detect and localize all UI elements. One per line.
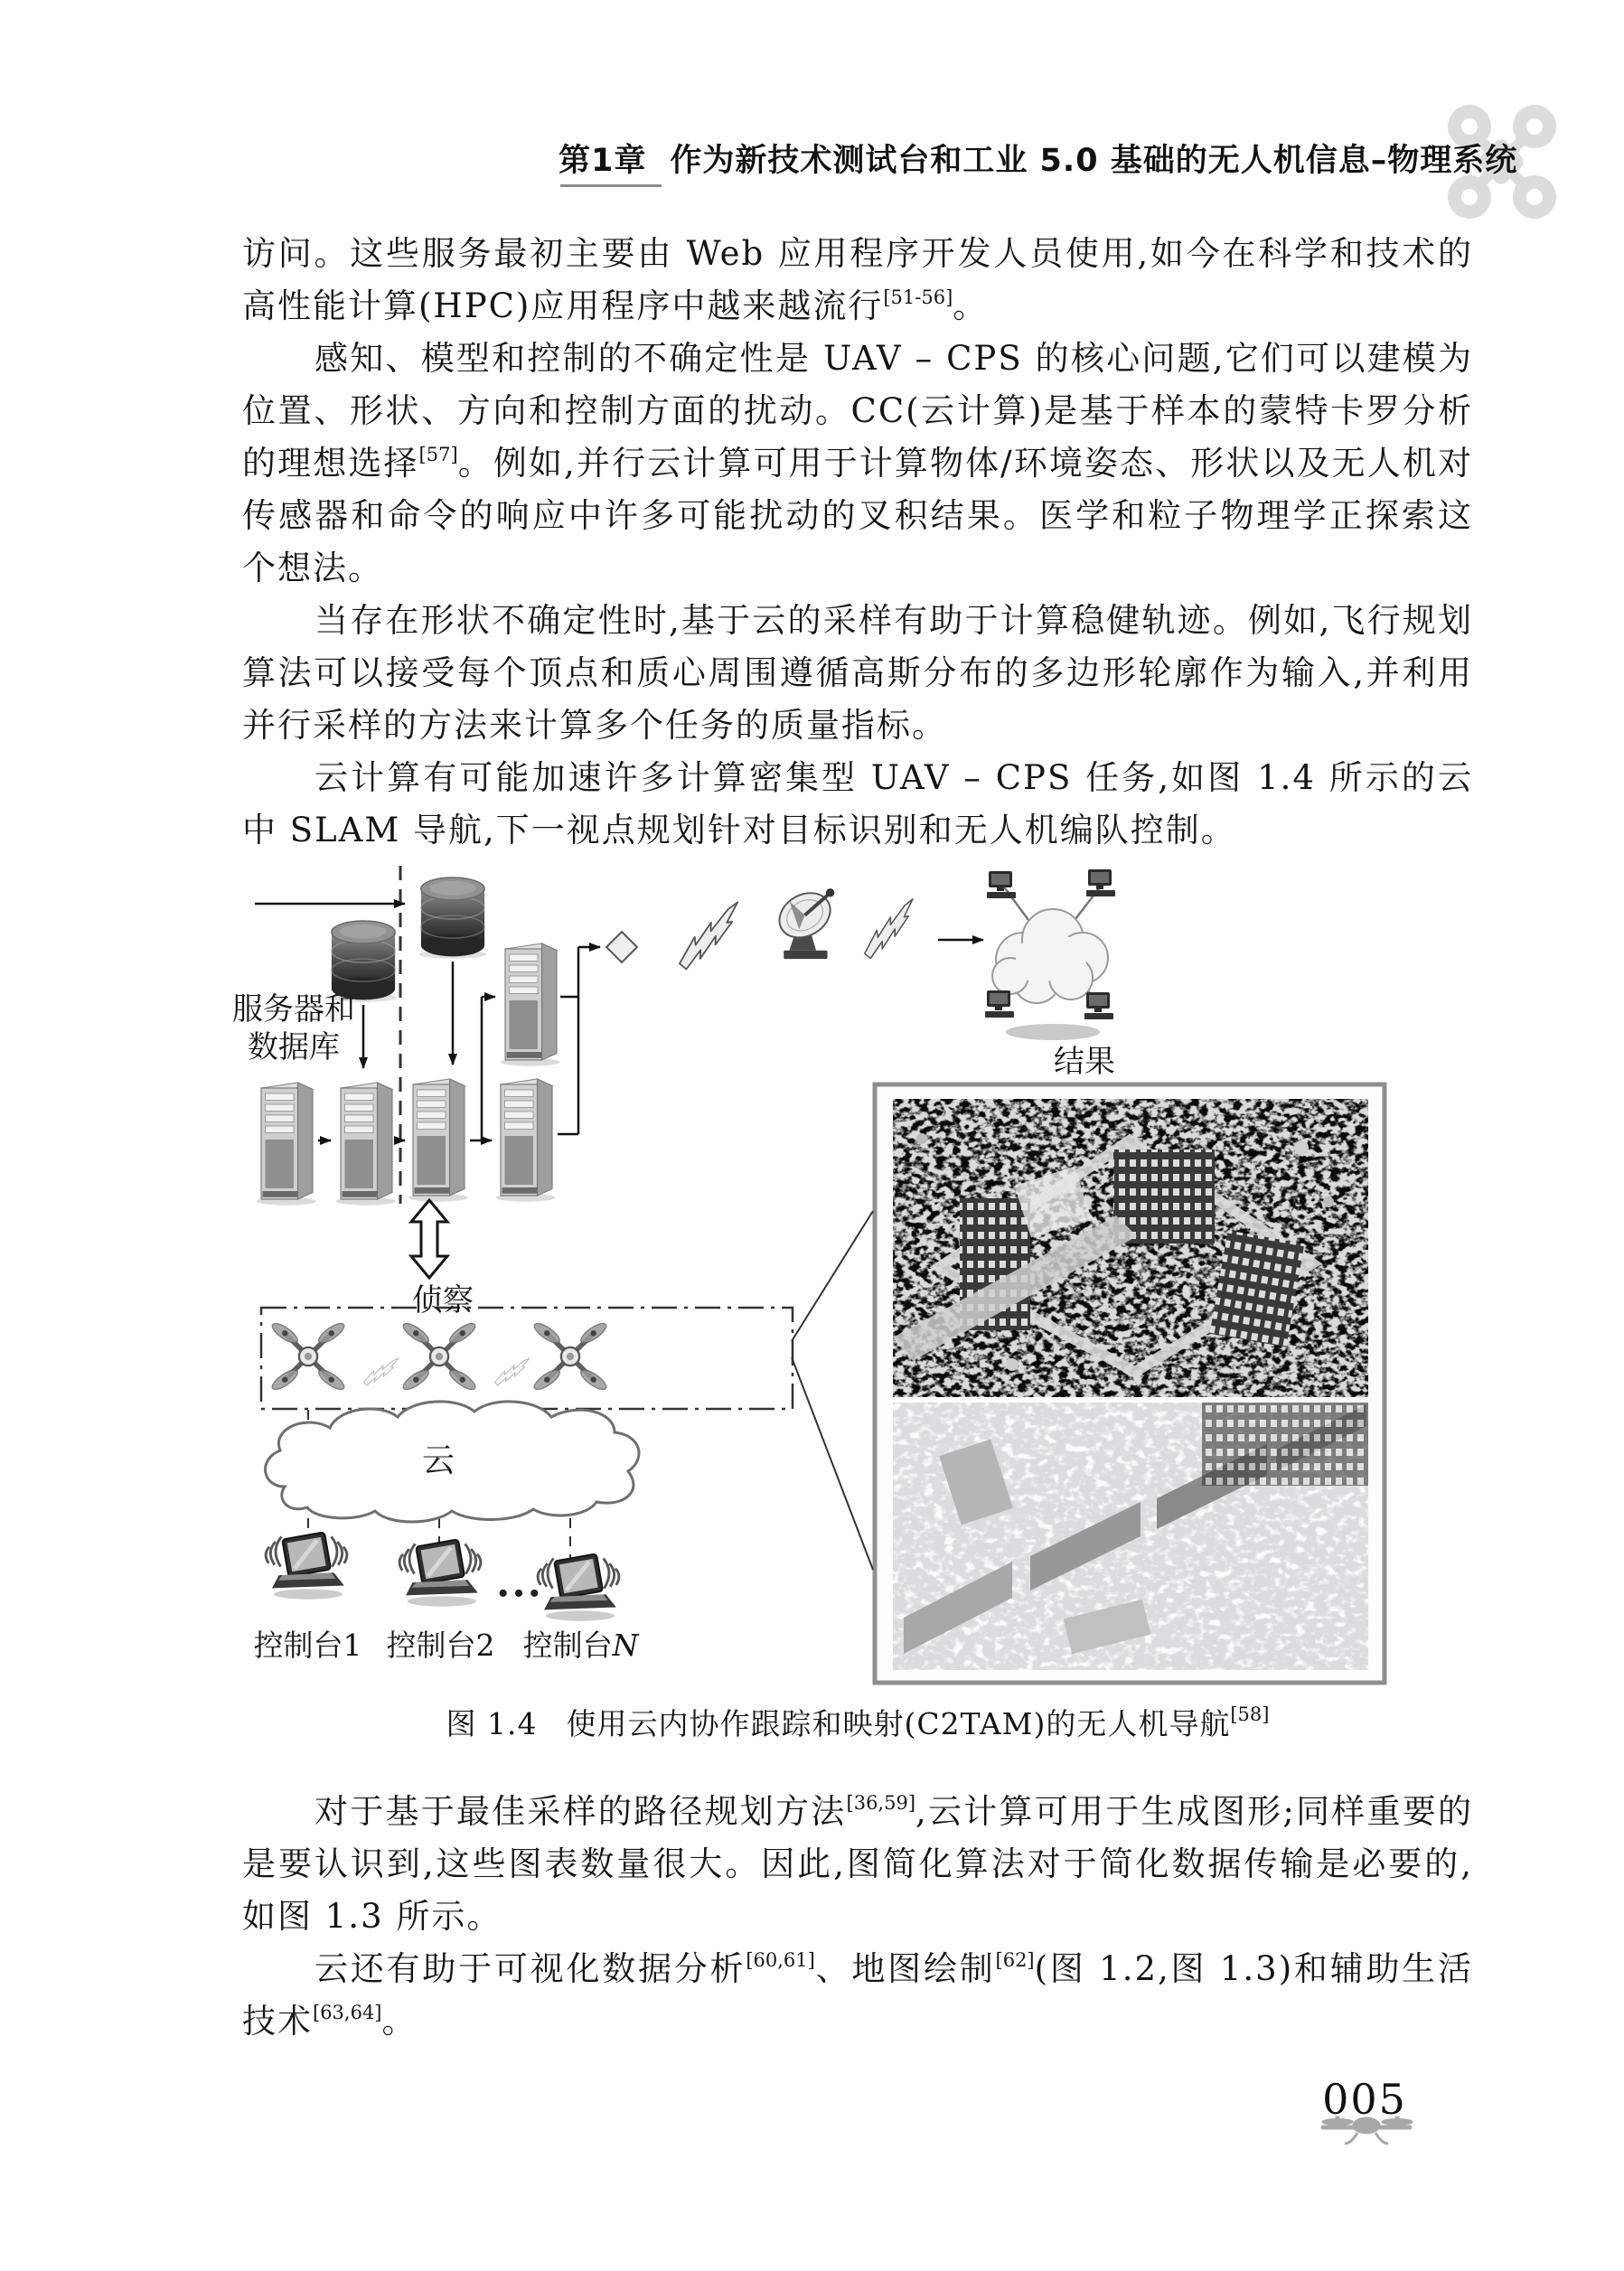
body-text-top xyxy=(242,228,1473,857)
result-panel xyxy=(875,1084,1385,1683)
slam-map-image xyxy=(893,1099,1368,1397)
drone-icon xyxy=(269,1320,347,1393)
paragraph: 对于基于最佳采样的路径规划方法[36,59],云计算可用于生成图形;同样重要的是要认识到,这些图表数量很大。因此,图简化算法对于简化数据传输是必要的,如图 1.3 所示。 xyxy=(242,1792,1473,1936)
paragraph: 感知、模型和控制的不确定性是 UAV – CPS 的核心问题,它们可以建模为位置、形状、方向和控制方面的扰动。CC(云计算)是基于样本的蒙特卡罗分析的理想选择[57]。例如,并行云计算可用于计算物体/环境姿态、形状以及无人机对传感器和命令的响应中许多可能扰动的叉积结果。医学和粒子物理学正探索这个想法。 xyxy=(242,339,1473,587)
elbow-line xyxy=(558,947,578,1134)
citation-ref: [57] xyxy=(418,444,458,465)
lightning-icon xyxy=(852,899,928,960)
figure-caption-text: 使用云内协作跟踪和映射(C2TAM)的无人机导航 xyxy=(566,1706,1231,1741)
paragraph: 访问。这些服务最初主要由 Web 应用程序开发人员使用,如今在科学和技术的高性能计算(HPC)应用程序中越来越流行[51-56]。 xyxy=(242,234,1473,325)
lightning-icon xyxy=(492,1358,534,1386)
label-cloud: 云 xyxy=(421,1442,455,1479)
figure-number: 图 1.4 xyxy=(446,1706,538,1741)
connector-line xyxy=(792,1211,873,1341)
drone-icon xyxy=(531,1320,609,1393)
server-icon xyxy=(336,1083,396,1206)
point-cloud-image xyxy=(893,1403,1368,1670)
chapter-number: 第1章 xyxy=(559,143,647,179)
lightning-icon xyxy=(361,1358,403,1386)
paragraph: 云还有助于可视化数据分析[60,61]、地图绘制[62](图 1.2,图 1.3)和辅助生活技术[63,64]。 xyxy=(242,1949,1474,2041)
page-number: 005 xyxy=(1322,2075,1407,2124)
lightning-icon xyxy=(666,902,754,971)
label-console-1: 控制台1 xyxy=(253,1628,362,1663)
server-icon xyxy=(496,1079,556,1202)
server-icon xyxy=(257,1083,316,1206)
citation-ref: [60,61] xyxy=(746,1949,815,1971)
label-recon: 侦察 xyxy=(412,1282,474,1318)
chapter-underline xyxy=(560,184,662,187)
citation-ref: [58] xyxy=(1230,1703,1270,1725)
sync-arrow-icon xyxy=(411,1200,447,1278)
ellipsis: ··· xyxy=(496,1571,543,1617)
label-console-2: 控制台2 xyxy=(386,1628,495,1663)
laptop-icon xyxy=(266,1532,347,1599)
server-icon xyxy=(408,1079,468,1202)
laptop-icon xyxy=(399,1539,481,1606)
diamond-node xyxy=(606,932,637,962)
citation-ref: [63,64] xyxy=(313,2002,382,2023)
label-result: 结果 xyxy=(1054,1044,1115,1080)
citation-ref: [62] xyxy=(995,1949,1035,1971)
body-text-bottom xyxy=(242,1786,1473,2048)
database-icon xyxy=(419,877,487,959)
cloud-computers-icon xyxy=(985,869,1115,1040)
citation-ref: [51-56] xyxy=(883,286,953,308)
paragraph: 当存在形状不确定性时,基于云的采样有助于计算稳健轨迹。例如,飞行规划算法可以接受每个顶点和质心周围遵循高斯分布的多边形轮廓作为输入,并利用并行采样的方法来计算多个任务的质量指标。 xyxy=(242,601,1473,745)
paragraph: 云计算有可能加速许多计算密集型 UAV – CPS 任务,如图 1.4 所示的云中 SLAM 导航,下一视点规划针对目标识别和无人机编队控制。 xyxy=(242,758,1473,849)
recon-box xyxy=(261,1308,793,1409)
label-console-n: 控制台N xyxy=(522,1628,639,1663)
figure-caption xyxy=(242,1701,1473,1743)
server-icon xyxy=(501,943,560,1066)
citation-ref: [36,59] xyxy=(846,1792,916,1814)
satellite-dish-icon xyxy=(772,884,839,959)
drone-icon xyxy=(400,1320,478,1393)
chapter-header xyxy=(559,136,1517,181)
chapter-title: 作为新技术测试台和工业 5.0 基础的无人机信息–物理系统 xyxy=(670,143,1518,179)
connector-line xyxy=(792,1357,873,1570)
label-servers-db: 服务器和 数据库 xyxy=(232,991,355,1065)
